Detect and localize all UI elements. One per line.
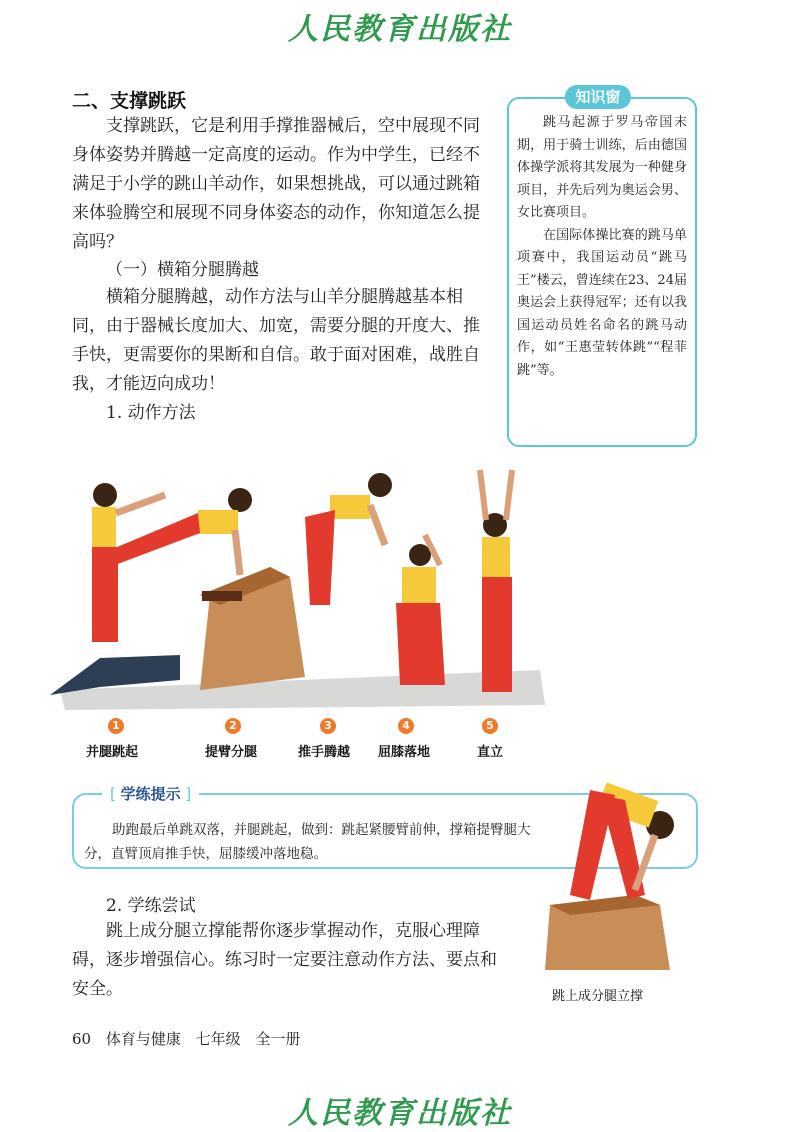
subheading-action-method: 1. 动作方法 bbox=[106, 403, 196, 423]
knowledge-window-paragraph: 在国际体操比赛的跳马单项赛中，我国运动员“跳马王”楼云，曾连续在23、24届奥运会上获得冠军；还有以我国运动员姓名命名的跳马动作，如“王惠莹转体跳”“程菲跳”等。 bbox=[517, 227, 687, 378]
gymnast-5 bbox=[480, 470, 512, 692]
publisher-watermark-bottom: 人民教育出版社 bbox=[288, 1096, 512, 1131]
knowledge-window-paragraph: 跳马起源于罗马帝国末期，用于骑士训练，后由德国体操学派将其发展为一种健身项目，并先后列为奥运会男、女比赛项目。 bbox=[517, 115, 687, 220]
subheading-straddle-vault: （一）横箱分腿腾越 bbox=[106, 260, 259, 280]
step-number-badge: 3 bbox=[320, 718, 336, 734]
jump-to-straddle-support-photo bbox=[540, 775, 690, 975]
step-number-badge: 1 bbox=[108, 718, 124, 734]
publisher-watermark-top: 人民教育出版社 bbox=[288, 12, 512, 47]
step-number-badge: 4 bbox=[398, 718, 414, 734]
gymnast-1 bbox=[92, 483, 165, 642]
knowledge-window-text bbox=[517, 112, 687, 382]
step-label: 提臂分腿 bbox=[205, 745, 258, 760]
step-number-badge: 5 bbox=[482, 718, 498, 734]
section-title: 二、支撑跳跃 bbox=[72, 90, 187, 112]
page-number: 60 bbox=[72, 1030, 92, 1048]
vault-sequence-figure bbox=[40, 455, 580, 755]
step-label: 直立 bbox=[477, 745, 504, 760]
grade: 七年级 bbox=[195, 1030, 241, 1048]
practice-tip-text: 助跑最后单跳双落，并腿跳起，做到：跳起紧腰臂前伸，撑箱提臀腿大分，直臂顶肩推手快，屈膝缓冲落地稳。 bbox=[84, 822, 531, 862]
photo-caption: 跳上成分腿立撑 bbox=[552, 989, 644, 1004]
paragraph-intro: 支撑跳跃，它是利用手撑推器械后，空中展现不同身体姿势并腾越一定高度的运动。作为中学生，已经不满足于小学的跳山羊动作，如果想挑战，可以通过跳箱来体验腾空和展现不同身体姿态的动作，你知道怎么提高吗？ bbox=[72, 116, 480, 252]
book-title: 体育与健康 bbox=[105, 1030, 181, 1048]
practice-tip-title-text: 学练提示 bbox=[120, 785, 181, 803]
paragraph-straddle-vault: 横箱分腿腾越，动作方法与山羊分腿腾越基本相同，由于器械长度加大、加宽，需要分腿的开度大、推手快，更需要你的果断和自信。敢于面对困难，战胜自我，才能迈向成功！ bbox=[72, 287, 480, 394]
practice-tip-title: [ 学练提示 ] bbox=[102, 783, 199, 804]
volume: 全一册 bbox=[255, 1030, 301, 1048]
knowledge-window-title: 知识窗 bbox=[565, 85, 631, 109]
gymnast-4 bbox=[396, 535, 445, 685]
step-label: 推手腾越 bbox=[298, 745, 351, 760]
gymnast-3 bbox=[305, 473, 392, 605]
vaulting-box-top bbox=[202, 591, 242, 601]
page-footer bbox=[72, 1028, 310, 1049]
step-label: 并腿跳起 bbox=[86, 745, 139, 760]
step-label: 屈膝落地 bbox=[378, 745, 431, 760]
step-number-badge: 2 bbox=[225, 718, 241, 734]
gymnast-2 bbox=[110, 488, 252, 575]
subheading-practice-attempt: 2. 学练尝试 bbox=[106, 896, 196, 916]
paragraph-practice-attempt: 跳上成分腿立撑能帮你逐步掌握动作，克服心理障碍，逐步增强信心。练习时一定要注意动作方法、要点和安全。 bbox=[72, 921, 497, 999]
